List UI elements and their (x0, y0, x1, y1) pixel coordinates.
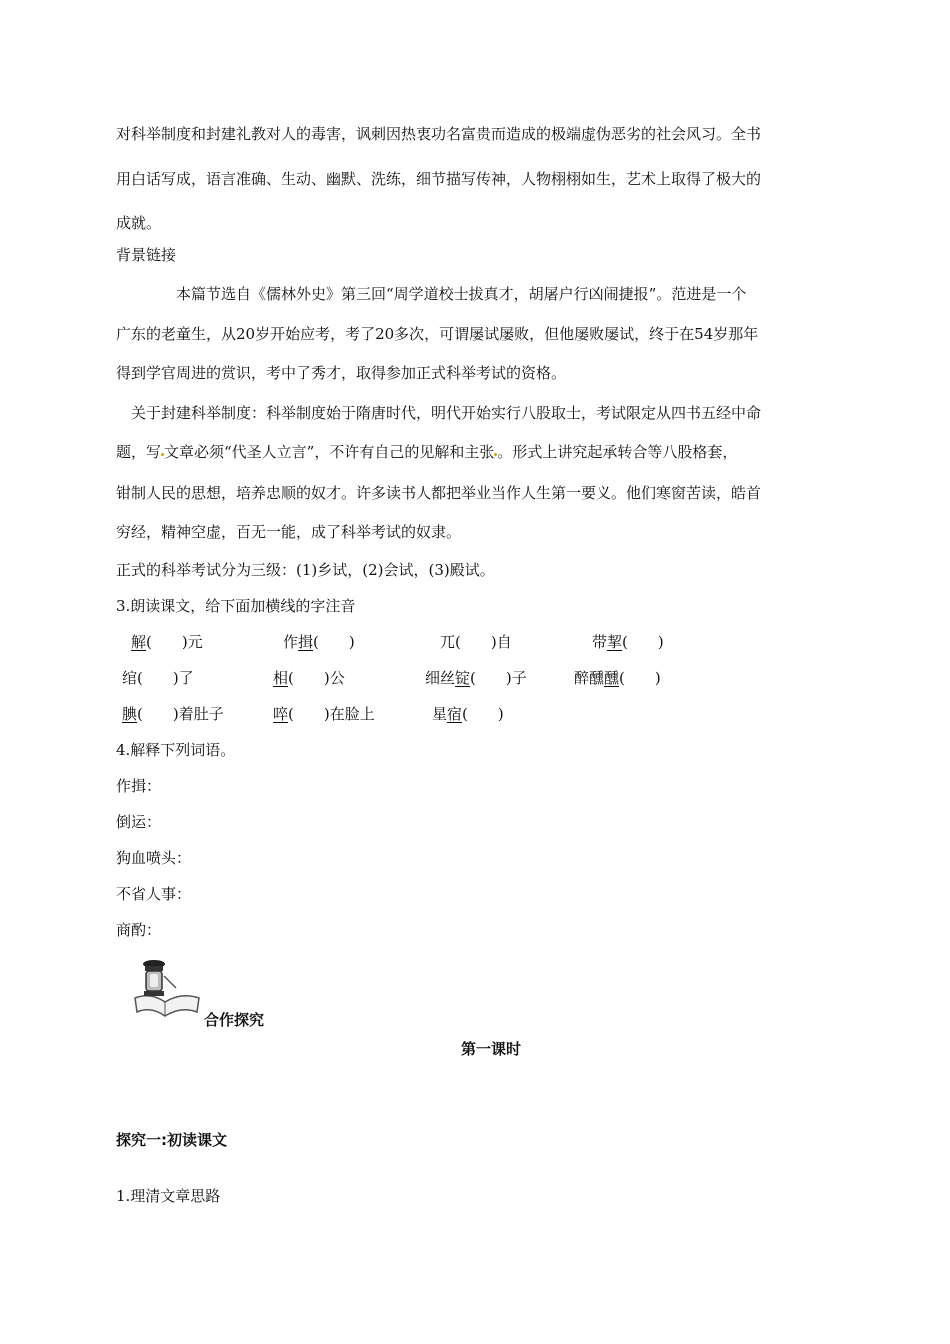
background-heading: 背景链接 (116, 246, 177, 264)
term-4: 不省人事： (116, 885, 192, 903)
exam-levels: 正式的科举考试分为三级：(1)乡试，(2)会试，(3)殿试。 (116, 561, 495, 579)
pinyin-item: 星宿( ) (432, 705, 504, 723)
explore-title: 探究一:初读课文 (116, 1131, 227, 1149)
pinyin-item: 兀( )自 (440, 633, 512, 651)
question-3-title: 3.朗读课文，给下面加横线的字注音 (116, 597, 356, 615)
pinyin-item: 解( )元 (131, 633, 203, 651)
keju-line-1: 关于封建科举制度：科举制度始于隋唐时代，明代开始实行八股取士，考试限定从四书五经中命 (131, 404, 762, 422)
term-3: 狗血喷头： (116, 849, 192, 867)
pinyin-item: 绾( )了 (122, 669, 194, 687)
pinyin-item: 相( )公 (273, 669, 345, 687)
term-2: 倒运： (116, 813, 162, 831)
keju-line-2-b: 文章必须“代圣人立言”，不许有自己的见解和主张 (164, 443, 495, 461)
intro-line-3: 成就。 (116, 214, 162, 232)
pinyin-item: 带挈( ) (592, 633, 664, 651)
lesson-title: 第一课时 (461, 1040, 522, 1058)
intro-line-2: 用白话写成，语言准确、生动、幽默、洗练，细节描写传神，人物栩栩如生，艺术上取得了极大的 (116, 170, 762, 188)
pinyin-item: 啐( )在脸上 (273, 705, 375, 723)
term-5: 商酌： (116, 921, 162, 939)
background-line-1: 本篇节选自《儒林外史》第三回“周学道校士拔真才，胡屠户行凶闹捷报”。范进是一个 (176, 285, 747, 303)
term-1: 作揖： (116, 777, 162, 795)
intro-line-1: 对科举制度和封建礼教对人的毒害，讽刺因热衷功名富贵而造成的极端虚伪恶劣的社会风习。全书 (116, 125, 762, 143)
lantern-book-icon (131, 958, 203, 1020)
pinyin-item: 醉醺醺( ) (574, 669, 661, 687)
item-1: 1.理清文章思路 (116, 1187, 221, 1205)
section-label: 合作探究 (204, 1011, 265, 1029)
question-4-title: 4.解释下列词语。 (116, 741, 236, 759)
pinyin-item: 作揖( ) (283, 633, 355, 651)
pinyin-item: 细丝锭( )子 (425, 669, 527, 687)
pinyin-item: 腆( )着肚子 (122, 705, 224, 723)
keju-line-2-a: 题，写 (116, 443, 162, 461)
keju-line-3: 钳制人民的思想，培养忠顺的奴才。许多读书人都把举业当作人生第一要义。他们寒窗苦读，皓首 (116, 484, 762, 502)
background-line-2: 广东的老童生，从20岁开始应考，考了20多次，可谓屡试屡败，但他屡败屡试，终于在54岁那年 (116, 325, 759, 343)
keju-line-2 (116, 442, 737, 462)
background-line-3: 得到学官周进的赏识，考中了秀才，取得参加正式科举考试的资格。 (116, 364, 567, 382)
keju-line-2-c: 。形式上讲究起承转合等八股格套， (497, 443, 738, 461)
keju-line-4: 穷经，精神空虚，百无一能，成了科举考试的奴隶。 (116, 523, 462, 541)
